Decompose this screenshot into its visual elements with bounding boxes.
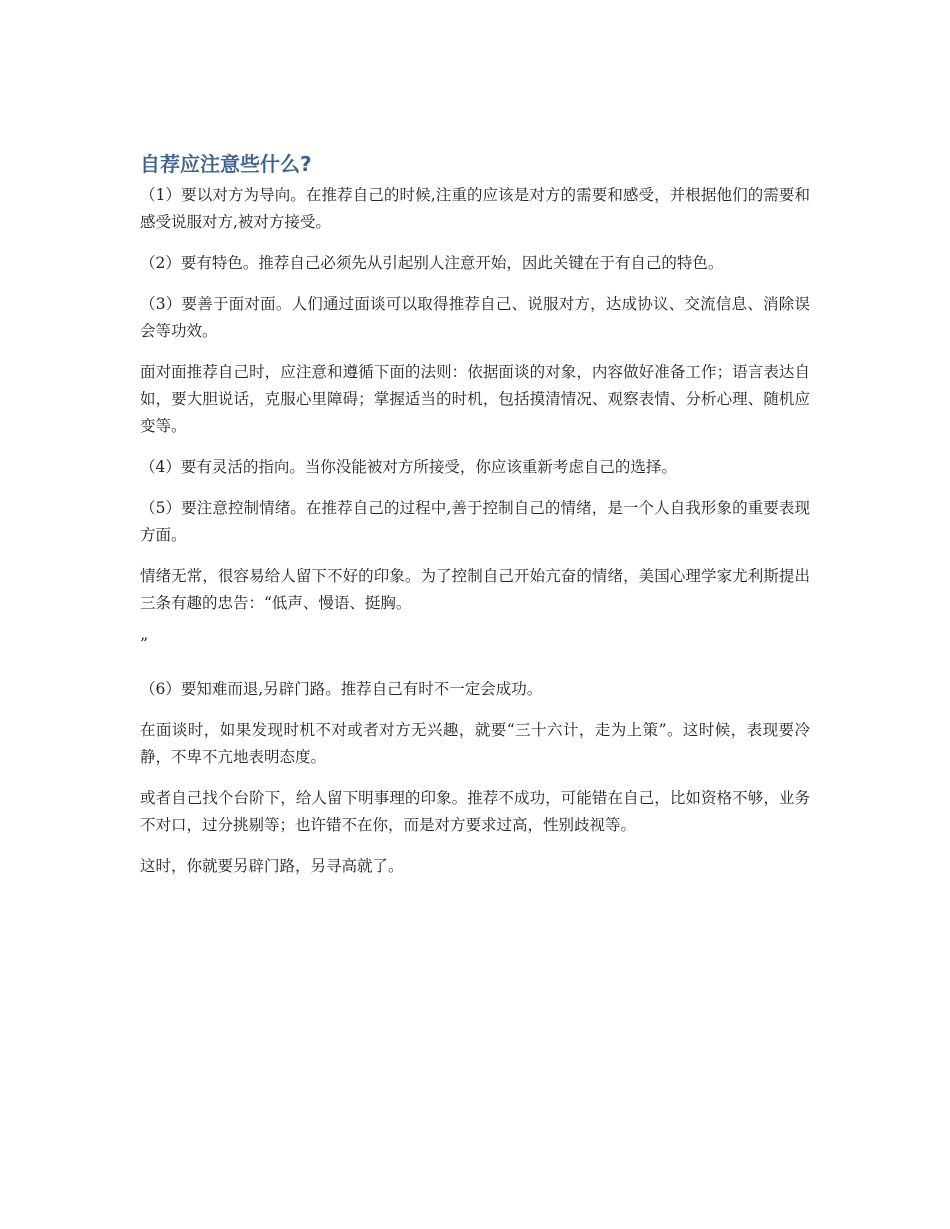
page-title: 自荐应注意些什么? — [140, 152, 312, 176]
document-body — [140, 150, 810, 894]
paragraph-11: 或者自己找个台阶下，给人留下明事理的印象。推荐不成功，可能错在自己，比如资格不够，业务不对口，过分挑剔等；也许错不在你，而是对方要求过高，性别歧视等。 — [140, 789, 810, 834]
paragraph-2: （2）要有特色。推荐自己必须先从引起别人注意开始，因此关键在于有自己的特色。 — [140, 254, 724, 272]
paragraph-7: 情绪无常，很容易给人留下不好的印象。为了控制自己开始亢奋的情绪，美国心理学家尤利斯提出三条有趣的忠告：“低声、慢语、挺胸。 — [140, 567, 810, 612]
paragraph-1: （1）要以对方为导向。在推荐自己的时候,注重的应该是对方的需要和感受，并根据他们的需要和感受说服对方,被对方接受。 — [140, 186, 810, 231]
paragraph-12: 这时，你就要另辟门路，另寻高就了。 — [140, 857, 404, 875]
paragraph-10: 在面谈时，如果发现时机不对或者对方无兴趣，就要“三十六计，走为上策”。这时候，表现要冷静，不卑不亢地表明态度。 — [140, 721, 810, 766]
paragraph-8-closing-quote: ” — [140, 635, 148, 653]
paragraph-4: 面对面推荐自己时，应注意和遵循下面的法则：依据面谈的对象，内容做好准备工作；语言表达自如，要大胆说话，克服心里障碍；掌握适当的时机，包括摸清情况、观察表情、分析心理、随机应变等。 — [140, 363, 810, 435]
paragraph-9: （6）要知难而退,另辟门路。推荐自己有时不一定会成功。 — [140, 680, 543, 698]
paragraph-5: （4）要有灵活的指向。当你没能被对方所接受，你应该重新考虑自己的选择。 — [140, 458, 677, 476]
paragraph-6: （5）要注意控制情绪。在推荐自己的过程中,善于控制自己的情绪，是一个人自我形象的重要表现方面。 — [140, 499, 810, 544]
paragraph-3: （3）要善于面对面。人们通过面谈可以取得推荐自己、说服对方，达成协议、交流信息、消除误会等功效。 — [140, 295, 810, 340]
